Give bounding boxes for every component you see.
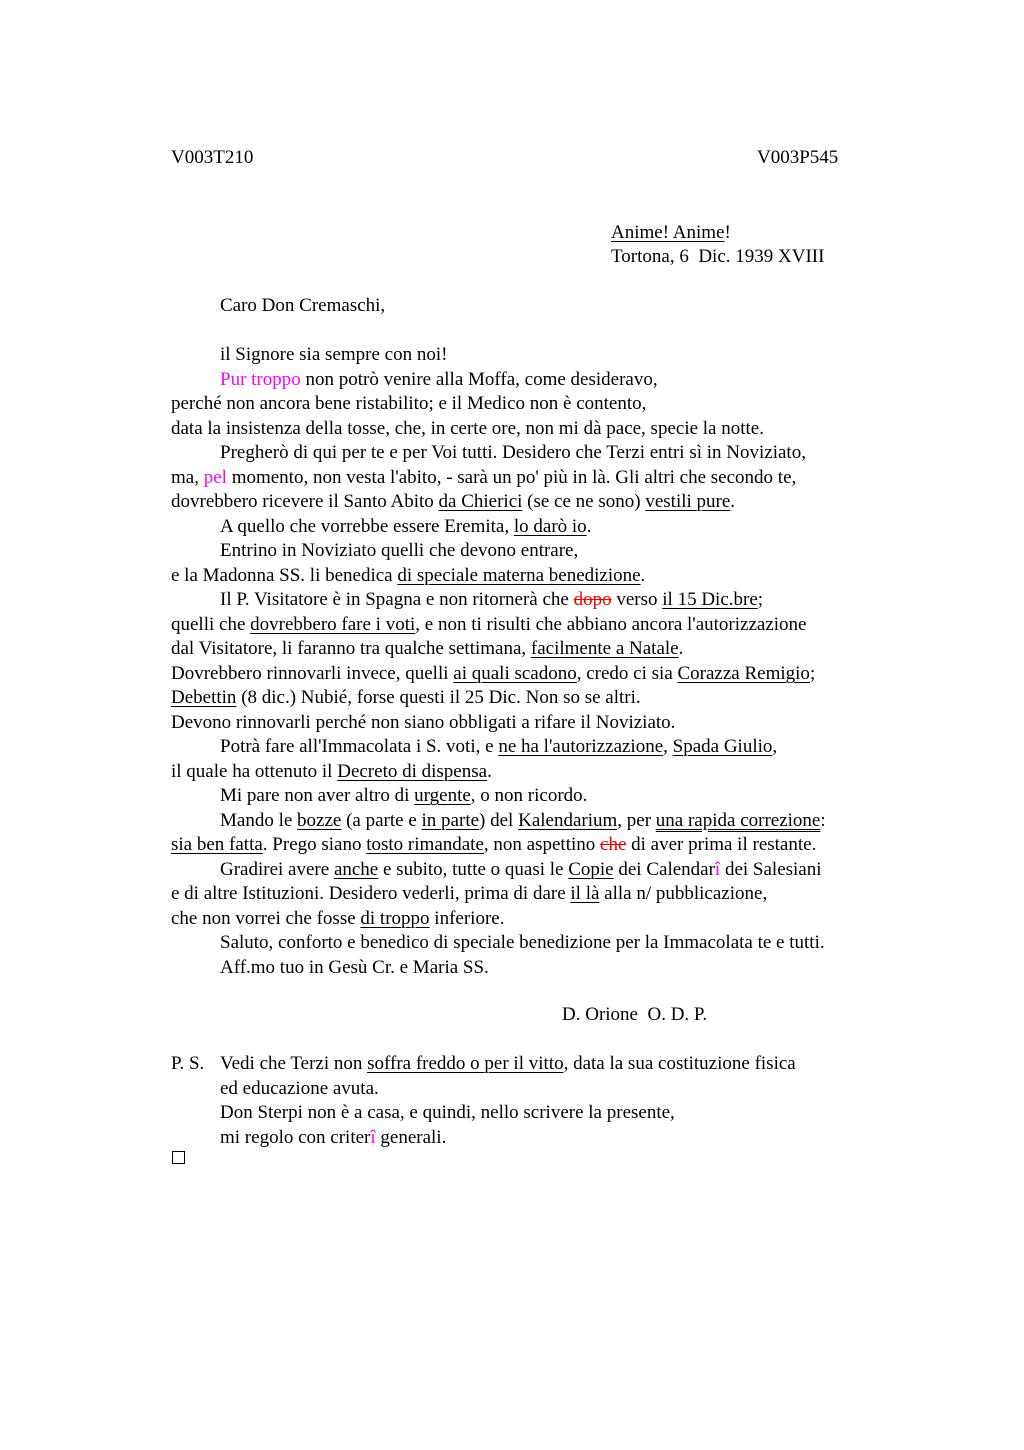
struck-text: dopo	[573, 589, 612, 610]
text-line	[220, 441, 806, 465]
text-segment: Dovrebbero rinnovarli invece, quelli	[171, 663, 454, 684]
underlined-text: tosto rimandate	[366, 834, 484, 855]
end-marker-box	[172, 1151, 185, 1164]
text-segment: :	[820, 810, 826, 831]
text-line	[171, 564, 645, 588]
text-segment: , non aspettino	[483, 834, 601, 855]
underlined-text: lo darò io	[513, 516, 587, 537]
text-segment: ,	[772, 736, 778, 757]
text-segment: ,	[663, 736, 673, 757]
postscript-label: P. S.	[171, 1053, 205, 1074]
highlighted-text: pel	[203, 467, 227, 488]
text-segment: A quello che vorrebbe essere Eremita,	[220, 516, 514, 537]
underlined-text: Debettin	[171, 687, 237, 708]
text-segment: Don Sterpi non è a casa, e quindi, nello scrivere la presente,	[220, 1102, 675, 1123]
text-segment: dei Salesiani	[720, 859, 822, 880]
text-segment: (a parte e	[341, 810, 422, 831]
text-line	[220, 588, 763, 612]
text-line	[171, 662, 815, 686]
motto	[611, 221, 731, 245]
text-segment: Saluto, conforto e benedico di speciale benedizione per la Immacolata te e tutti.	[220, 932, 825, 953]
text-line	[171, 417, 764, 441]
document-code-left: V003T210	[171, 147, 254, 168]
underlined-text: Spada Giulio	[672, 736, 773, 757]
text-segment: data la insistenza della tosse, che, in certe ore, non mi dà pace, specie la notte.	[171, 418, 764, 439]
text-line	[171, 392, 646, 416]
text-line	[171, 466, 796, 490]
text-segment: il quale ha ottenuto il	[171, 761, 338, 782]
text-segment: dal Visitatore, li faranno tra qualche settimana,	[171, 638, 531, 659]
struck-text: che	[600, 834, 627, 855]
text-line	[171, 760, 492, 784]
text-line	[171, 490, 735, 514]
text-line	[220, 1077, 379, 1101]
signature: D. Orione O. D. P.	[562, 1004, 708, 1025]
text-segment: . Prego siano	[262, 834, 367, 855]
highlighted-text: Pur troppo	[220, 369, 301, 390]
text-line	[220, 515, 591, 539]
highlighted-text: î	[714, 859, 721, 880]
text-segment: .	[586, 516, 592, 537]
text-segment: Il P. Visitatore è in Spagna e non ritornerà che	[220, 589, 574, 610]
motto-underlined: Anime! Anime	[611, 222, 725, 243]
text-segment: , o non ricordo.	[470, 785, 588, 806]
text-segment: .	[678, 638, 684, 659]
text-segment: perché non ancora bene ristabilito; e il Medico non è contento,	[171, 393, 647, 414]
underlined-text: da Chierici	[438, 491, 523, 512]
text-segment: , e non ti risulti che abbiano ancora l'autorizzazione	[415, 614, 807, 635]
text-segment: (se ce ne sono)	[522, 491, 646, 512]
text-segment: ;	[809, 663, 816, 684]
text-line	[220, 956, 489, 980]
text-segment: il Signore sia sempre con noi!	[220, 344, 448, 365]
underlined-text: in parte	[421, 810, 480, 831]
underlined-text: dovrebbero fare i voti	[250, 614, 416, 635]
text-line	[171, 637, 683, 661]
underlined-text: vestili pure	[645, 491, 731, 512]
text-segment: verso	[611, 589, 663, 610]
text-segment: Pregherò di qui per te e per Voi tutti. Desidero che Terzi entri sì in Noviziato,	[220, 442, 806, 463]
underlined-text: di troppo	[360, 908, 430, 929]
text-segment: ) del	[479, 810, 519, 831]
text-segment: Entrino in Noviziato quelli che devono entrare,	[220, 540, 579, 561]
text-segment: ma,	[171, 467, 204, 488]
text-line	[171, 686, 641, 710]
underlined-text: soffra freddo o per il vitto	[367, 1053, 564, 1074]
text-segment: .	[487, 761, 492, 782]
underlined-text: il 15 Dic.bre	[662, 589, 758, 610]
text-segment: alla n/ pubblicazione,	[599, 883, 768, 904]
text-segment: e subito, tutte o quasi le	[378, 859, 569, 880]
text-line	[171, 711, 675, 735]
underlined-text: il là	[570, 883, 600, 904]
place-date: Tortona, 6 Dic. 1939 XVIII	[611, 246, 825, 267]
document-code-right: V003P545	[757, 147, 839, 168]
text-segment: momento, non vesta l'abito, - sarà un po' più in là. Gli altri che secondo te,	[226, 467, 797, 488]
underlined-text: di speciale materna benedizione	[397, 565, 641, 586]
underlined-text: ai quali scadono	[453, 663, 577, 684]
text-segment: dei Calendar	[613, 859, 715, 880]
underlined-text: Corazza Remigio	[677, 663, 810, 684]
text-segment: Gradirei avere	[220, 859, 334, 880]
text-line	[220, 931, 825, 955]
text-segment: , data la sua costituzione fisica	[563, 1053, 796, 1074]
text-line	[171, 613, 806, 637]
text-segment: ed educazione avuta.	[220, 1078, 379, 1099]
text-segment: (8 dic.) Nubié, forse questi il 25 Dic. Non so se altri.	[236, 687, 641, 708]
text-line	[171, 882, 767, 906]
highlighted-text: î	[370, 1127, 376, 1148]
text-line	[220, 858, 822, 882]
text-line	[220, 343, 447, 367]
text-segment: .	[640, 565, 646, 586]
text-line	[220, 1052, 796, 1076]
underlined-text: Kalendarium	[518, 810, 618, 831]
text-line	[220, 368, 658, 392]
text-segment: e di altre Istituzioni. Desidero vederli, prima di dare	[171, 883, 571, 904]
text-segment: non potrò venire alla Moffa, come desideravo,	[300, 369, 658, 390]
text-segment: Potrà fare all'Immacolata i S. voti, e	[220, 736, 499, 757]
underlined-text: anche	[333, 859, 379, 880]
underlined-text: Copie	[568, 859, 614, 880]
text-segment: generali.	[375, 1127, 447, 1148]
underlined-text: sia ben fatta	[171, 834, 263, 855]
underlined-text: bozze	[297, 810, 342, 831]
text-line	[220, 1101, 675, 1125]
text-segment: Aff.mo tuo in Gesù Cr. e Maria SS.	[220, 957, 489, 978]
motto-exclamation: !	[724, 222, 731, 243]
text-segment: e la Madonna SS. li benedica	[171, 565, 398, 586]
text-segment: quelli che	[171, 614, 251, 635]
text-segment: .	[730, 491, 736, 512]
text-segment: Devono rinnovarli perché non siano obbligati a rifare il Noviziato.	[171, 712, 676, 733]
text-segment: dovrebbero ricevere il Santo Abito	[171, 491, 439, 512]
text-segment: mi regolo con criter	[220, 1127, 371, 1148]
text-line	[220, 809, 826, 833]
text-segment: Mando le	[220, 810, 298, 831]
salutation: Caro Don Cremaschi,	[220, 295, 386, 316]
text-segment: di aver prima il restante.	[626, 834, 817, 855]
text-segment: , per	[617, 810, 656, 831]
text-line	[171, 907, 504, 931]
text-segment: che non vorrei che fosse	[171, 908, 361, 929]
text-line	[220, 735, 777, 759]
text-line	[220, 539, 578, 563]
text-line	[220, 1126, 446, 1150]
underlined-text: facilmente a Natale	[530, 638, 679, 659]
underlined-text: una rapida correzione	[655, 810, 821, 831]
text-segment: Mi pare non aver altro di	[220, 785, 415, 806]
text-line	[171, 833, 816, 857]
text-segment: ;	[757, 589, 764, 610]
text-segment: , credo ci sia	[576, 663, 678, 684]
text-line	[220, 784, 587, 808]
underlined-text: urgente	[414, 785, 471, 806]
text-segment: inferiore.	[429, 908, 505, 929]
underlined-text: Decreto di dispensa	[337, 761, 488, 782]
text-segment: Vedi che Terzi non	[220, 1053, 368, 1074]
underlined-text: ne ha l'autorizzazione	[498, 736, 664, 757]
